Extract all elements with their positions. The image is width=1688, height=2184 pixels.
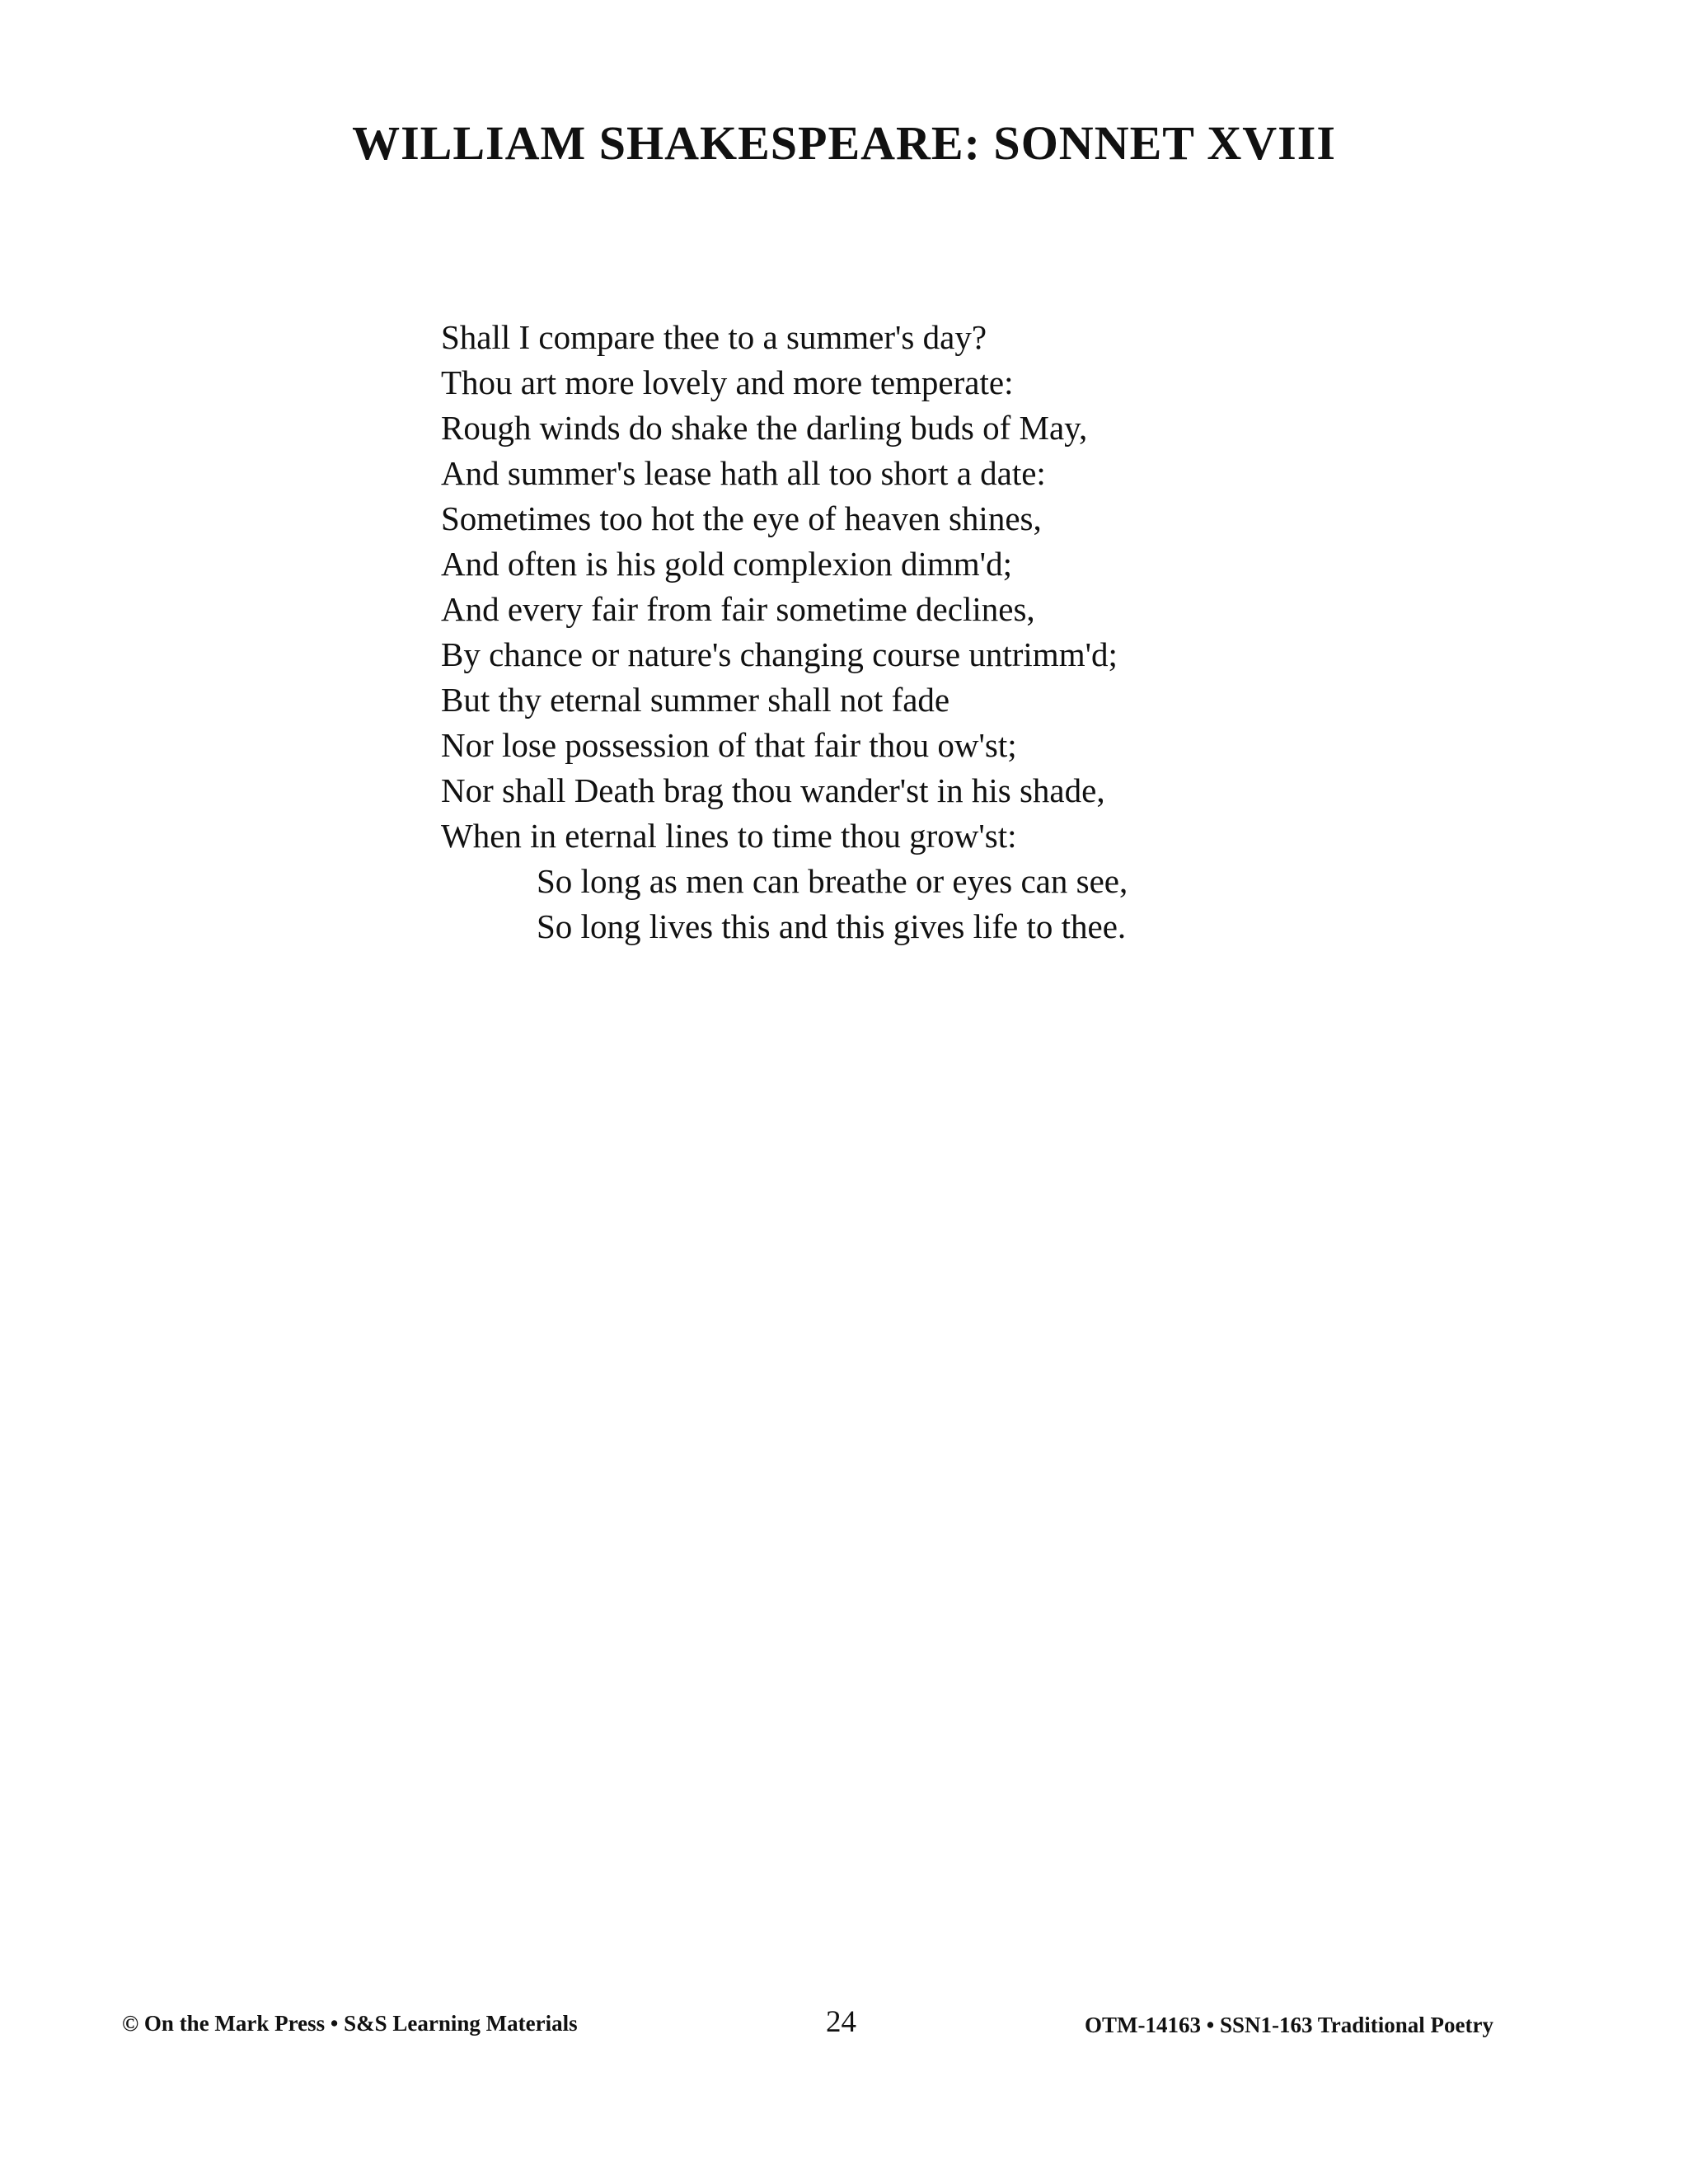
poem-line: And often is his gold complexion dimm'd; (441, 545, 1012, 583)
poem (441, 315, 1430, 949)
poem-line: And summer's lease hath all too short a date: (441, 454, 1046, 492)
page-footer (0, 2004, 1688, 2046)
poem-line: By chance or nature's changing course untrimm'd; (441, 635, 1118, 673)
poem-line: Thou art more lovely and more temperate: (441, 363, 1014, 401)
poem-couplet-line: So long as men can breathe or eyes can see, (537, 862, 1128, 900)
footer-product-code: OTM-14163 • SSN1-163 Traditional Poetry (1085, 2013, 1493, 2037)
poem-line: Rough winds do shake the darling buds of May, (441, 409, 1088, 447)
footer-publisher: © On the Mark Press • S&S Learning Materials (122, 2011, 578, 2036)
poem-line: Sometimes too hot the eye of heaven shines, (441, 499, 1042, 537)
poem-line: Nor shall Death brag thou wander'st in his shade, (441, 771, 1105, 809)
poem-couplet-line: So long lives this and this gives life to thee. (537, 907, 1127, 945)
page-title: WILLIAM SHAKESPEARE: SONNET XVIII (352, 116, 1336, 170)
poem-line: When in eternal lines to time thou grow'st: (441, 817, 1017, 855)
footer-page-number: 24 (826, 2005, 856, 2039)
poem-line: But thy eternal summer shall not fade (441, 681, 950, 719)
poem-line: Nor lose possession of that fair thou ow'st; (441, 726, 1017, 764)
poem-line: Shall I compare thee to a summer's day? (441, 318, 987, 356)
poem-line: And every fair from fair sometime declines, (441, 590, 1035, 628)
